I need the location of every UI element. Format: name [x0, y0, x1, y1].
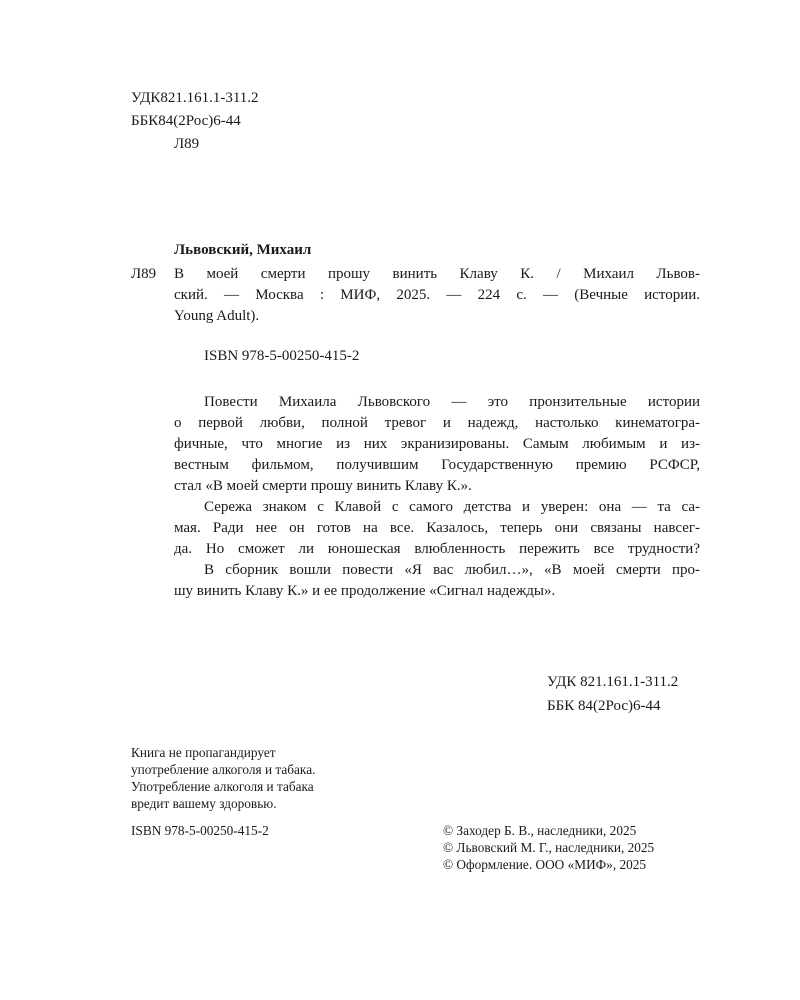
footer-isbn: ISBN 978-5-00250-415-2	[131, 823, 269, 838]
annotation-paragraph-1	[174, 392, 700, 497]
catalog-description-line: ский. — Москва : МИФ, 2025. — 224 с. — (Вечные истории.	[174, 287, 700, 303]
catalog-isbn: ISBN 978-5-00250-415-2	[204, 348, 360, 364]
udk-code-bottom: УДК 821.161.1-311.2	[547, 674, 679, 690]
annotation-line: да. Но сможет ли юношеская влюбленность пережить все трудности?	[174, 541, 700, 557]
catalog-description	[174, 264, 700, 327]
copyright-block	[443, 822, 654, 873]
health-warning	[131, 744, 315, 812]
annotation-paragraph-2	[174, 497, 700, 560]
author-sign-top: Л89	[174, 136, 200, 152]
annotation-line: стал «В моей смерти прошу винить Клаву К.».	[174, 478, 472, 494]
copyright-line: © Львовский М. Г., наследники, 2025	[443, 840, 655, 855]
annotation-line: Повести Михаила Львовского — это пронзительные истории	[204, 394, 700, 410]
health-warning-line: Употребление алкоголя и табака	[131, 779, 314, 794]
catalog-sign: Л89	[131, 266, 157, 282]
bbk-code-bottom: ББК 84(2Рос)6-44	[547, 698, 661, 714]
annotation-paragraph-3	[174, 560, 700, 602]
annotation-line: фичные, что многие из них экранизированы. Самым любимым и из-	[174, 436, 700, 452]
catalog-description-line: В моей смерти прошу винить Клаву К. / Михаил Львов-	[174, 266, 700, 282]
health-warning-line: Книга не пропагандирует	[131, 745, 276, 760]
udk-code-top: УДК821.161.1-311.2	[131, 90, 259, 106]
health-warning-line: вредит вашему здоровью.	[131, 796, 277, 811]
annotation-line: о первой любви, полной тревог и надежд, настолько кинематогра-	[174, 415, 700, 431]
copyright-line: © Заходер Б. В., наследники, 2025	[443, 823, 637, 838]
copyright-line: © Оформление. ООО «МИФ», 2025	[443, 857, 647, 872]
annotation-line: вестным фильмом, получившим Государственную премию РСФСР,	[174, 457, 700, 473]
annotation-line: мая. Ради нее он готов на все. Казалось, теперь они связаны навсег-	[174, 520, 700, 536]
catalog-description-line: Young Adult).	[174, 308, 260, 324]
bbk-code-top: ББК84(2Рос)6-44	[131, 113, 241, 129]
author-heading: Львовский, Михаил	[174, 242, 312, 258]
annotation-line: шу винить Клаву К.» и ее продолжение «Сигнал надежды».	[174, 583, 556, 599]
health-warning-line: употребление алкоголя и табака.	[131, 762, 316, 777]
annotation-line: Сережа знаком с Клавой с самого детства и уверен: она — та са-	[204, 499, 700, 515]
annotation-line: В сборник вошли повести «Я вас любил…», «В моей смерти про-	[204, 562, 700, 578]
